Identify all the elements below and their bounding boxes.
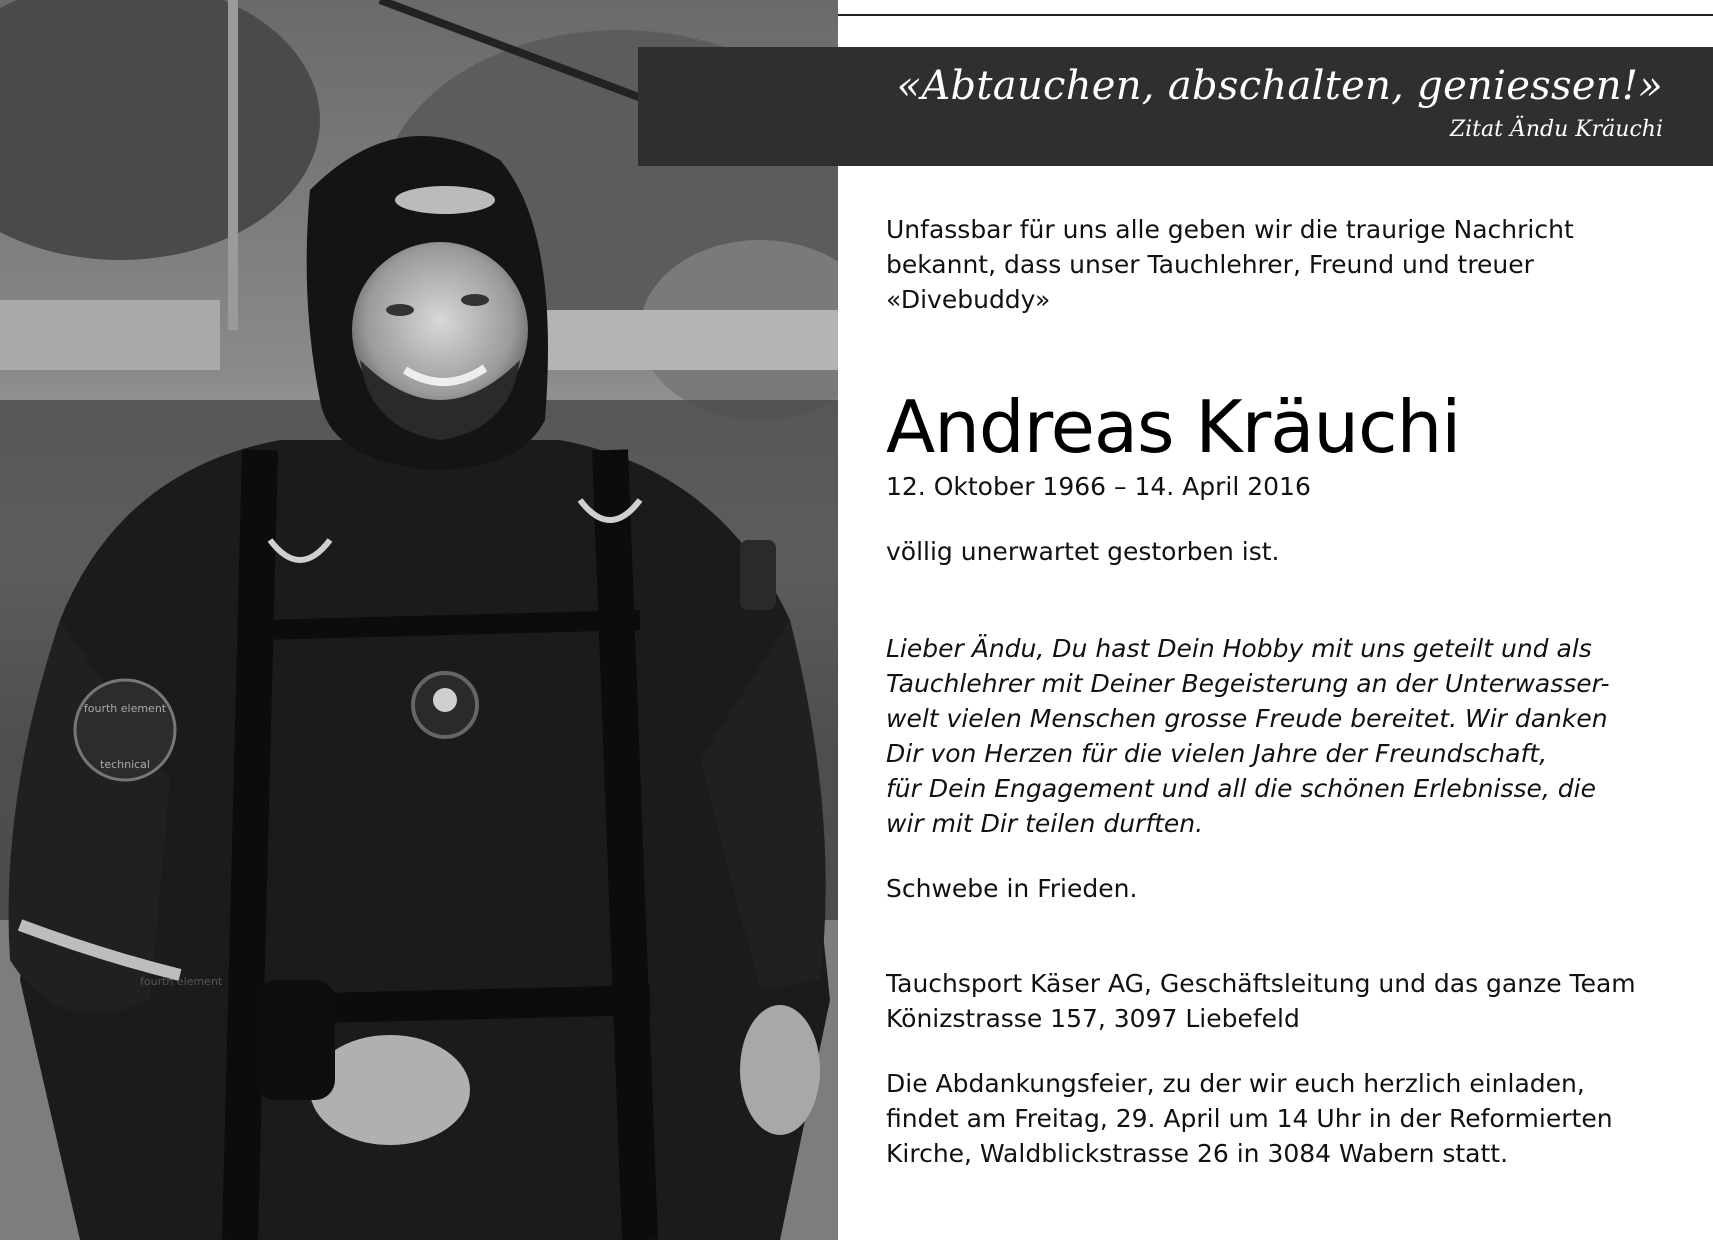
funeral-line: findet am Freitag, 29. April um 14 Uhr in der Reformierten bbox=[886, 1104, 1613, 1133]
death-statement: völlig unerwartet gestorben ist. bbox=[886, 537, 1280, 566]
shore-building bbox=[0, 300, 220, 370]
patch-sublabel: technical bbox=[100, 758, 150, 771]
intro-paragraph bbox=[886, 212, 1676, 317]
boat-mast bbox=[228, 0, 238, 330]
quote-attribution: Zitat Ändu Kräuchi bbox=[1449, 117, 1663, 142]
company-paragraph bbox=[886, 966, 1676, 1036]
intro-line: bekannt, dass unser Tauchlehrer, Freund und treuer bbox=[886, 250, 1534, 279]
eye bbox=[386, 304, 414, 316]
portrait-photo bbox=[0, 0, 838, 1240]
tribute-line: welt vielen Menschen grosse Freude bereitet. Wir danken bbox=[886, 704, 1608, 733]
wrist-seal bbox=[255, 980, 335, 1100]
patch-label: fourth element bbox=[83, 702, 167, 715]
shore-building bbox=[540, 310, 838, 370]
eye bbox=[461, 294, 489, 306]
tribute-paragraph bbox=[886, 631, 1676, 841]
diver-portrait-illustration bbox=[0, 0, 838, 1240]
tribute-line: wir mit Dir teilen durften. bbox=[886, 809, 1204, 838]
company-line: Tauchsport Käser AG, Geschäftsleitung und das ganze Team bbox=[886, 969, 1636, 998]
tribute-line: Tauchlehrer mit Deiner Begeisterung an der Unterwasser- bbox=[886, 669, 1610, 698]
funeral-line: Kirche, Waldblickstrasse 26 in 3084 Wabern statt. bbox=[886, 1139, 1509, 1168]
funeral-line: Die Abdankungsfeier, zu der wir euch herzlich einladen, bbox=[886, 1069, 1585, 1098]
company-address: Könizstrasse 157, 3097 Liebefeld bbox=[886, 1004, 1300, 1033]
deceased-name: Andreas Kräuchi bbox=[886, 385, 1461, 469]
quote-banner bbox=[638, 47, 1713, 166]
life-dates: 12. Oktober 1966 – 14. April 2016 bbox=[886, 472, 1311, 501]
sleeve-label: fourth element bbox=[140, 975, 223, 988]
intro-line: Unfassbar für uns alle geben wir die traurige Nachricht bbox=[886, 215, 1574, 244]
valve-cap bbox=[433, 688, 457, 712]
farewell-line: Schwebe in Frieden. bbox=[886, 874, 1138, 903]
tribute-line: Lieber Ändu, Du hast Dein Hobby mit uns geteilt und als bbox=[886, 634, 1592, 663]
dump-valve bbox=[740, 540, 776, 610]
chest-strap bbox=[260, 620, 640, 630]
harness-strap bbox=[240, 450, 260, 1240]
quote-text: «Abtauchen, abschalten, geniessen!» bbox=[896, 63, 1663, 109]
right-hand bbox=[740, 1005, 820, 1135]
tribute-line: Dir von Herzen für die vielen Jahre der Freundschaft, bbox=[886, 739, 1548, 768]
obituary-text bbox=[886, 212, 1676, 1171]
intro-line: «Divebuddy» bbox=[886, 285, 1051, 314]
funeral-paragraph bbox=[886, 1066, 1676, 1171]
hood-logo bbox=[395, 186, 495, 214]
tribute-line: für Dein Engagement und all die schönen Erlebnisse, die bbox=[886, 774, 1596, 803]
